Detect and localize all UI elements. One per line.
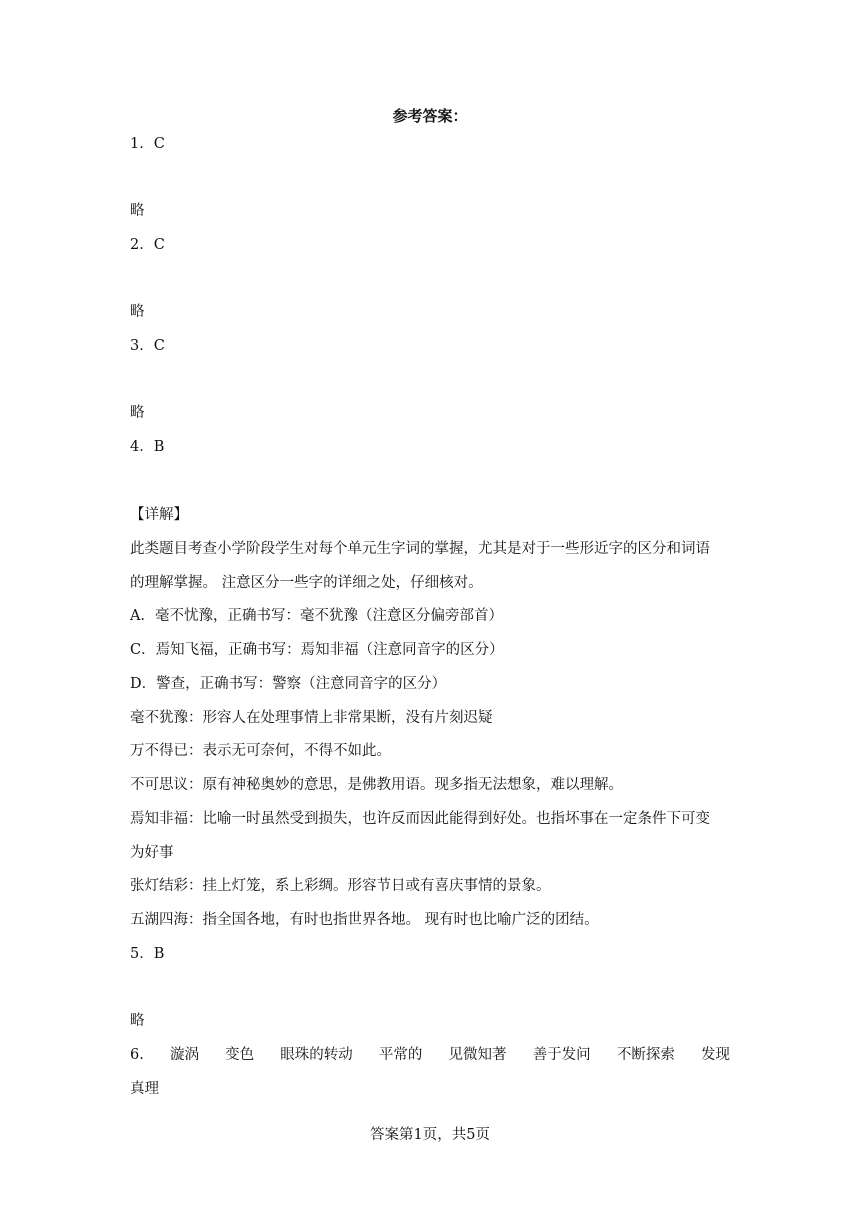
answer-4: 4．B — [130, 439, 165, 455]
detail-option-c: C．焉知飞福，正确书写：焉知非福（注意同音字的区分） — [130, 642, 504, 658]
answer-6-item: 善于发问 — [532, 1047, 591, 1063]
answer-6-item: 平常的 — [378, 1047, 423, 1063]
answer-6-row — [130, 1045, 730, 1065]
idiom-definition-6: 五湖四海：指全国各地，有时也指世界各地。 现有时也比喻广泛的团结。 — [130, 912, 599, 928]
detail-option-d: D．警查，正确书写：警察（注意同音字的区分） — [130, 676, 447, 692]
detail-option-a: A．毫不忧豫，正确书写：毫不犹豫（注意区分偏旁部首） — [130, 608, 503, 624]
detail-paragraph-line-1: 此类题目考查小学阶段学生对每个单元生字词的掌握，尤其是对于一些形近字的区分和词语 — [130, 541, 710, 557]
answer-1-note: 略 — [130, 203, 145, 219]
answer-3-note: 略 — [130, 405, 145, 421]
detail-heading: 【详解】 — [130, 507, 188, 523]
idiom-definition-5: 张灯结彩：挂上灯笼，系上彩绸。形容节日或有喜庆事情的景象。 — [130, 878, 551, 894]
answer-6-item: 不断探索 — [616, 1047, 675, 1063]
answer-6-item: 眼珠的转动 — [280, 1047, 353, 1063]
answer-2-note: 略 — [130, 304, 145, 320]
page-footer: 答案第1页，共5页 — [370, 1127, 490, 1143]
answer-6-tail: 真理 — [130, 1081, 159, 1097]
answer-5: 5．B — [130, 946, 165, 962]
page-title: 参考答案： — [392, 107, 468, 125]
answer-6-item: 变色 — [225, 1047, 255, 1063]
idiom-definition-1: 毫不犹豫：形容人在处理事情上非常果断，没有片刻迟疑 — [130, 710, 493, 726]
answer-3: 3．C — [130, 338, 165, 354]
answer-1: 1．C — [130, 136, 165, 152]
answer-6-number: 6. — [130, 1047, 144, 1063]
answer-2: 2．C — [130, 237, 165, 253]
idiom-definition-4-line-2: 为好事 — [130, 845, 174, 861]
answer-6-item: 见微知著 — [448, 1047, 507, 1063]
answer-6-item: 发现 — [700, 1047, 730, 1063]
answer-6-item: 漩涡 — [169, 1047, 199, 1063]
idiom-definition-2: 万不得已：表示无可奈何，不得不如此。 — [130, 743, 391, 759]
idiom-definition-4-line-1: 焉知非福：比喻一时虽然受到损失，也许反而因此能得到好处。也指坏事在一定条件下可变 — [130, 811, 710, 827]
answer-5-note: 略 — [130, 1013, 145, 1029]
detail-paragraph-line-2: 的理解掌握。 注意区分一些字的详细之处，仔细核对。 — [130, 575, 483, 591]
idiom-definition-3: 不可思议：原有神秘奥妙的意思，是佛教用语。现多指无法想象，难以理解。 — [130, 777, 623, 793]
